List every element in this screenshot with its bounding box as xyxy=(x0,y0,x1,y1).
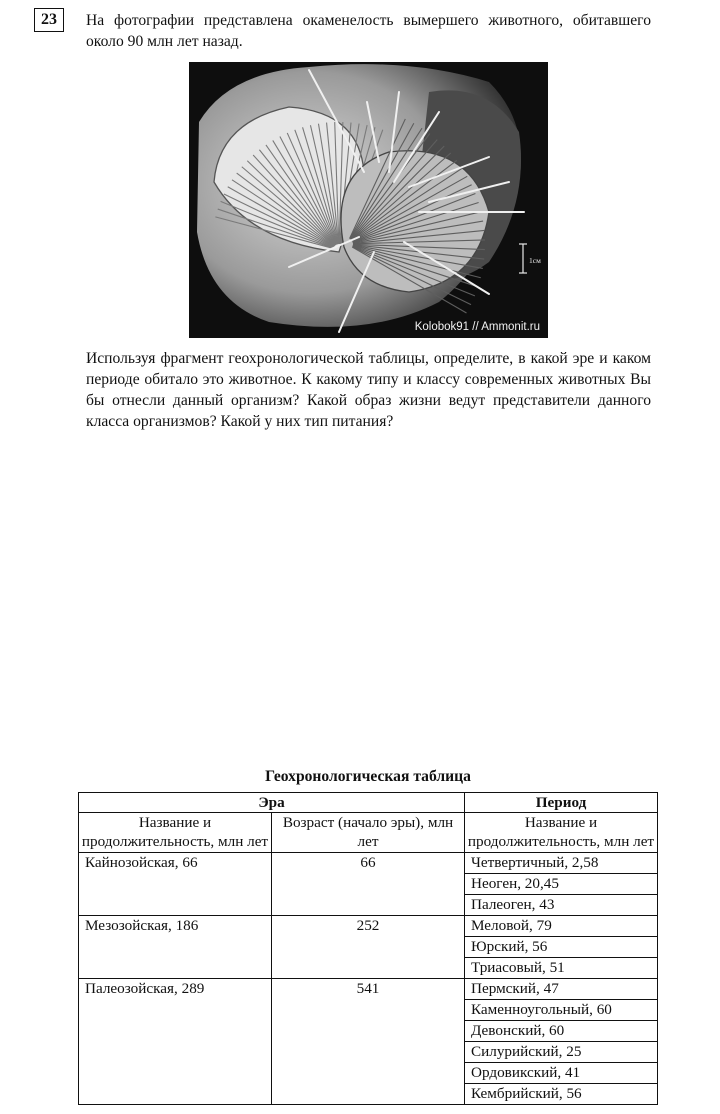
era-age: 252 xyxy=(272,916,465,979)
question-number: 23 xyxy=(34,8,64,32)
table-title: Геохронологическая таблица xyxy=(265,768,471,785)
header-row xyxy=(79,793,658,813)
era-age-subheader: Возраст (начало эры), млн лет xyxy=(272,813,465,853)
period-name: Юрский, 56 xyxy=(465,937,658,958)
period-name: Четвертичный, 2,58 xyxy=(465,853,658,874)
era-name-subheader: Название и продолжительность, млн лет xyxy=(79,813,272,853)
period-name-subheader: Название и продолжительность, млн лет xyxy=(465,813,658,853)
geochronological-table xyxy=(78,792,658,1105)
scale-label: 1см xyxy=(529,256,541,265)
period-name: Неоген, 20,45 xyxy=(465,874,658,895)
table-row xyxy=(79,916,658,937)
subheader-row xyxy=(79,813,658,853)
photo-credit: Kolobok91 // Ammonit.ru xyxy=(414,321,540,333)
period-header: Период xyxy=(465,793,658,813)
question-task: Используя фрагмент геохронологической таблицы, определите, в какой эре и каком периоде обитало это животное. К какому типу и классу современных животных Вы бы отнесли данный организм? Какой образ жизни ведут представители данного класса организмов? Какой у них тип питания? xyxy=(86,350,651,430)
period-name: Кембрийский, 56 xyxy=(465,1084,658,1105)
era-header: Эра xyxy=(79,793,465,813)
question-intro: На фотографии представлена окаменелость вымершего животного, обитавшего около 90 млн лет назад. xyxy=(86,12,651,50)
period-name: Меловой, 79 xyxy=(465,916,658,937)
era-age: 541 xyxy=(272,979,465,1105)
table-row xyxy=(79,979,658,1000)
era-name: Кайнозойская, 66 xyxy=(79,853,272,916)
period-name: Силурийский, 25 xyxy=(465,1042,658,1063)
fossil-illustration xyxy=(189,62,548,338)
period-name: Девонский, 60 xyxy=(465,1021,658,1042)
period-name: Пермский, 47 xyxy=(465,979,658,1000)
period-name: Палеоген, 43 xyxy=(465,895,658,916)
period-name: Каменноугольный, 60 xyxy=(465,1000,658,1021)
table-row xyxy=(79,853,658,874)
era-name: Мезозойская, 186 xyxy=(79,916,272,979)
fossil-photo xyxy=(189,62,548,338)
period-name: Ордовикский, 41 xyxy=(465,1063,658,1084)
era-age: 66 xyxy=(272,853,465,916)
period-name: Триасовый, 51 xyxy=(465,958,658,979)
era-name: Палеозойская, 289 xyxy=(79,979,272,1105)
